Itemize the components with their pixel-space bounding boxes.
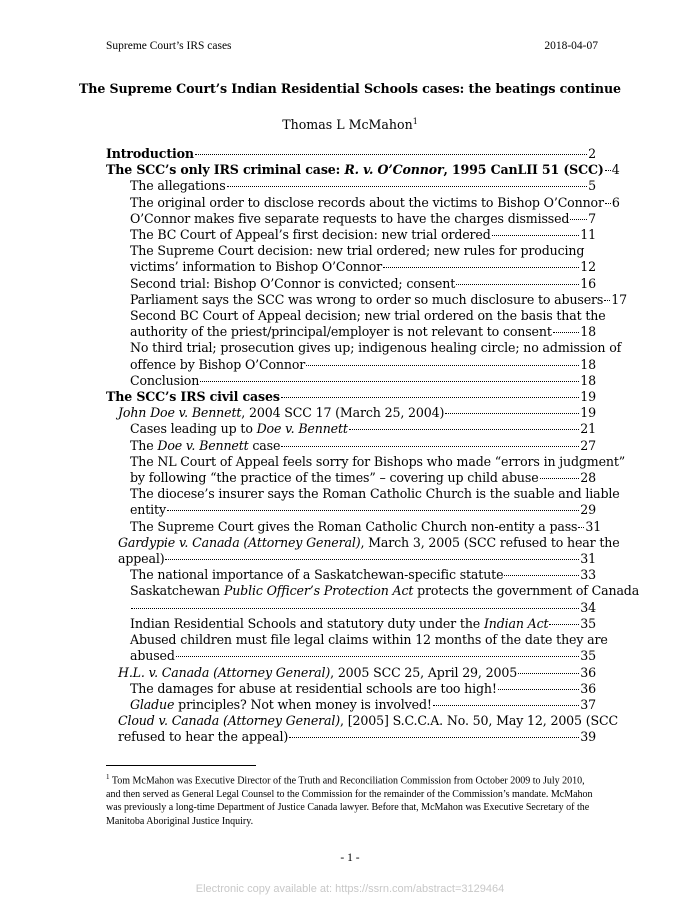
toc-page-number: 34 xyxy=(580,599,596,615)
toc-entry[interactable] xyxy=(106,486,620,518)
toc-entry[interactable] xyxy=(106,162,620,178)
dot-leader xyxy=(289,736,579,738)
dot-leader xyxy=(165,558,579,560)
toc-entry[interactable] xyxy=(106,632,608,664)
toc-entry-title: The Doe v. Bennett case xyxy=(130,437,281,453)
footnote xyxy=(106,771,596,828)
toc-entry-title: offence by Bishop O’Connor xyxy=(130,356,306,372)
toc-entry-title: Gladue principles? Not when money is involved! xyxy=(130,696,432,712)
toc-entry-title: The national importance of a Saskatchewan-specific statute xyxy=(130,567,504,583)
toc-page-number: 36 xyxy=(580,664,596,680)
toc-entry-title: victims’ information to Bishop O’Connor xyxy=(130,259,383,275)
toc-entry[interactable] xyxy=(106,405,596,421)
toc-entry-text: The Supreme Court decision: new trial ordered; new rules for producing xyxy=(130,243,585,259)
paper-title: The Supreme Court’s Indian Residential Schools cases: the beatings continue xyxy=(79,81,621,96)
toc-entry-title: The SCC’s only IRS criminal case: R. v. O’Connor, 1995 CanLII 51 (SCC) xyxy=(106,162,604,178)
toc-entry[interactable] xyxy=(106,583,640,615)
dot-leader xyxy=(540,477,580,479)
toc-entry-line xyxy=(130,453,626,470)
toc-entry[interactable] xyxy=(106,681,596,697)
toc-entry-line xyxy=(130,308,606,324)
toc-entry-text: Gardypie v. Canada (Attorney General) xyxy=(118,534,361,550)
toc-entry-line xyxy=(130,243,596,259)
dot-leader xyxy=(281,445,579,447)
toc-page-number: 19 xyxy=(580,389,596,405)
toc-entry-line xyxy=(118,713,618,729)
toc-page-number: 11 xyxy=(580,227,596,243)
toc-entry-title: Introduction xyxy=(106,146,194,161)
toc-entry-line xyxy=(118,534,620,551)
dot-leader xyxy=(549,623,579,625)
toc-entry[interactable] xyxy=(106,665,596,681)
toc-entry-title: Cases leading up to Doe v. Bennett xyxy=(130,421,348,437)
toc-entry[interactable] xyxy=(106,340,622,372)
toc-page-number: 17 xyxy=(611,291,627,307)
dot-leader xyxy=(176,655,580,657)
toc-entry-text: The diocese’s insurer says the Roman Catholic Church is the suable and liable xyxy=(130,486,620,502)
toc-entry-text: Public Officer’s Protection Act xyxy=(223,583,414,599)
toc-entry-title: entity xyxy=(130,502,166,518)
toc-entry[interactable] xyxy=(106,227,596,243)
dot-leader xyxy=(281,396,580,398)
toc-entry[interactable] xyxy=(106,389,596,405)
running-header-date: 2018-04-07 xyxy=(544,40,598,52)
toc-entry-line xyxy=(130,632,608,648)
toc-entry-title: The original order to disclose records about the victims to Bishop O’Connor xyxy=(130,194,604,210)
toc-entry[interactable] xyxy=(106,518,602,535)
dot-leader xyxy=(498,688,579,690)
toc-entry[interactable] xyxy=(106,616,596,632)
toc-entry[interactable] xyxy=(106,276,596,292)
toc-page-number: 16 xyxy=(580,275,596,291)
table-of-contents xyxy=(106,146,640,746)
page-number: - 1 - xyxy=(340,852,360,864)
dot-leader xyxy=(518,672,579,674)
toc-page-number: 18 xyxy=(580,324,596,340)
toc-entry-text: protects the government of Canada xyxy=(413,583,640,599)
toc-entry[interactable] xyxy=(106,438,596,454)
toc-entry-text: , March 3, 2005 (SCC refused to hear the xyxy=(360,534,620,550)
toc-entry-title: abused xyxy=(130,648,175,664)
dot-leader xyxy=(604,299,610,301)
toc-entry-title: The BC Court of Appeal’s first decision: new trial ordered xyxy=(130,227,491,243)
dot-leader xyxy=(306,364,579,366)
dot-leader xyxy=(200,380,579,382)
toc-entry[interactable] xyxy=(106,291,627,308)
dot-leader xyxy=(195,153,587,155)
toc-entry-line xyxy=(130,340,622,356)
toc-entry[interactable] xyxy=(106,421,596,437)
toc-page-number: 12 xyxy=(580,259,596,275)
toc-entry-title: Parliament says the SCC was wrong to order so much disclosure to abusers xyxy=(130,291,604,307)
toc-entry-text: Saskatchewan xyxy=(130,583,224,599)
dot-leader xyxy=(605,169,611,171)
toc-entry[interactable] xyxy=(106,373,596,389)
toc-page-number: 29 xyxy=(580,502,596,518)
toc-entry-title: by following “the practice of the times” – covering up child abuse xyxy=(130,470,539,486)
toc-entry-text: , [2005] S.C.C.A. No. 50, May 12, 2005 (SCC xyxy=(340,713,618,729)
toc-entry-title: The Supreme Court gives the Roman Catholic Church non-entity a pass xyxy=(130,518,578,534)
dot-leader xyxy=(349,428,579,430)
footnote-rule xyxy=(106,765,256,766)
running-header-title: Supreme Court’s IRS cases xyxy=(106,40,232,52)
toc-entry-title: H.L. v. Canada (Attorney General), 2005 SCC 25, April 29, 2005 xyxy=(118,664,518,680)
toc-entry[interactable] xyxy=(106,567,596,583)
dot-leader xyxy=(456,283,579,285)
toc-entry-title: appeal) xyxy=(118,551,165,567)
toc-page-number: 35 xyxy=(580,648,596,664)
toc-page-number: 2 xyxy=(588,146,596,161)
toc-entry-text: The NL Court of Appeal feels sorry for Bishops who made “errors in judgment” xyxy=(130,453,626,469)
author-footnote-mark: 1 xyxy=(412,117,418,126)
toc-page-number: 18 xyxy=(580,356,596,372)
toc-entry-text: Abused children must file legal claims within 12 months of the date they are xyxy=(130,632,608,648)
toc-page-number: 6 xyxy=(611,194,620,210)
toc-entry[interactable] xyxy=(106,453,626,486)
toc-entry-title: Indian Residential Schools and statutory duty under the Indian Act xyxy=(130,615,549,631)
toc-entry[interactable] xyxy=(106,178,596,194)
toc-entry-title: Second trial: Bishop O’Connor is convicted; consent xyxy=(130,275,456,291)
toc-page-number: 39 xyxy=(580,729,596,745)
toc-entry-title: John Doe v. Bennett, 2004 SCC 17 (March 25, 2004) xyxy=(118,405,445,421)
ssrn-watermark: Electronic copy available at: https://ssrn.com/abstract=3129464 xyxy=(195,883,505,895)
dot-leader xyxy=(570,218,587,220)
toc-entry[interactable] xyxy=(106,194,620,211)
dot-leader xyxy=(167,509,579,511)
toc-page-number: 33 xyxy=(580,567,596,583)
toc-entry[interactable] xyxy=(106,146,596,162)
toc-entry-text: Cloud v. Canada (Attorney General) xyxy=(118,713,341,729)
toc-page-number: 19 xyxy=(580,405,596,421)
dot-leader xyxy=(605,202,611,204)
toc-entry-title: O’Connor makes five separate requests to have the charges dismissed xyxy=(130,210,570,226)
toc-page-number: 35 xyxy=(580,615,596,631)
toc-entry-title: Conclusion xyxy=(130,372,200,388)
toc-entry-title: The allegations xyxy=(130,178,226,194)
toc-page-number: 5 xyxy=(588,178,596,194)
dot-leader xyxy=(504,574,579,576)
toc-entry[interactable] xyxy=(106,534,620,567)
toc-page-number: 7 xyxy=(588,210,596,226)
toc-page-number: 21 xyxy=(580,421,596,437)
dot-leader xyxy=(433,704,579,706)
toc-entry-line xyxy=(130,486,620,502)
footnote-text: Tom McMahon was Executive Director of the Truth and Reconciliation Commission from October 2009 to July 2010, and then served as General Legal Counsel to the Commission for the remainder of the Commission’s mandate. McMahon was previously a long-time Department of Justice Canada lawyer. Before that, McMahon was Executive Secretary of the Manitoba Aboriginal Justice Inquiry. xyxy=(106,775,593,827)
dot-leader xyxy=(445,412,579,414)
toc-page-number: 31 xyxy=(585,518,602,534)
toc-entry-title: The damages for abuse at residential schools are too high! xyxy=(130,680,497,696)
toc-entry-title: refused to hear the appeal) xyxy=(118,729,289,745)
toc-entry[interactable] xyxy=(106,308,606,340)
toc-page-number: 31 xyxy=(580,551,596,567)
author-line xyxy=(0,117,700,132)
toc-page-number: 28 xyxy=(580,470,596,486)
dot-leader xyxy=(383,266,579,268)
toc-entry[interactable] xyxy=(106,211,596,227)
toc-entry-title: The SCC’s IRS civil cases xyxy=(106,389,280,405)
author-name: Thomas L McMahon xyxy=(282,117,413,133)
toc-page-number: 4 xyxy=(611,162,620,178)
dot-leader xyxy=(553,331,580,333)
dot-leader xyxy=(492,234,580,236)
toc-page-number: 18 xyxy=(580,372,596,388)
toc-entry[interactable] xyxy=(106,243,596,275)
toc-entry-text: Second BC Court of Appeal decision; new trial ordered on the basis that the xyxy=(130,308,606,324)
dot-leader xyxy=(227,185,588,187)
toc-page-number: 36 xyxy=(580,680,596,696)
toc-page-number: 27 xyxy=(580,437,596,453)
dot-leader xyxy=(131,607,579,609)
footnote-mark: 1 xyxy=(106,773,110,781)
toc-entry-title: authority of the priest/principal/employer is not relevant to consent xyxy=(130,324,552,340)
toc-entry-text: No third trial; prosecution gives up; indigenous healing circle; no admission of xyxy=(130,340,622,356)
toc-page-number: 37 xyxy=(580,696,596,712)
toc-entry[interactable] xyxy=(106,713,618,745)
toc-entry[interactable] xyxy=(106,697,596,713)
dot-leader xyxy=(578,526,584,528)
toc-entry-line xyxy=(130,583,640,599)
